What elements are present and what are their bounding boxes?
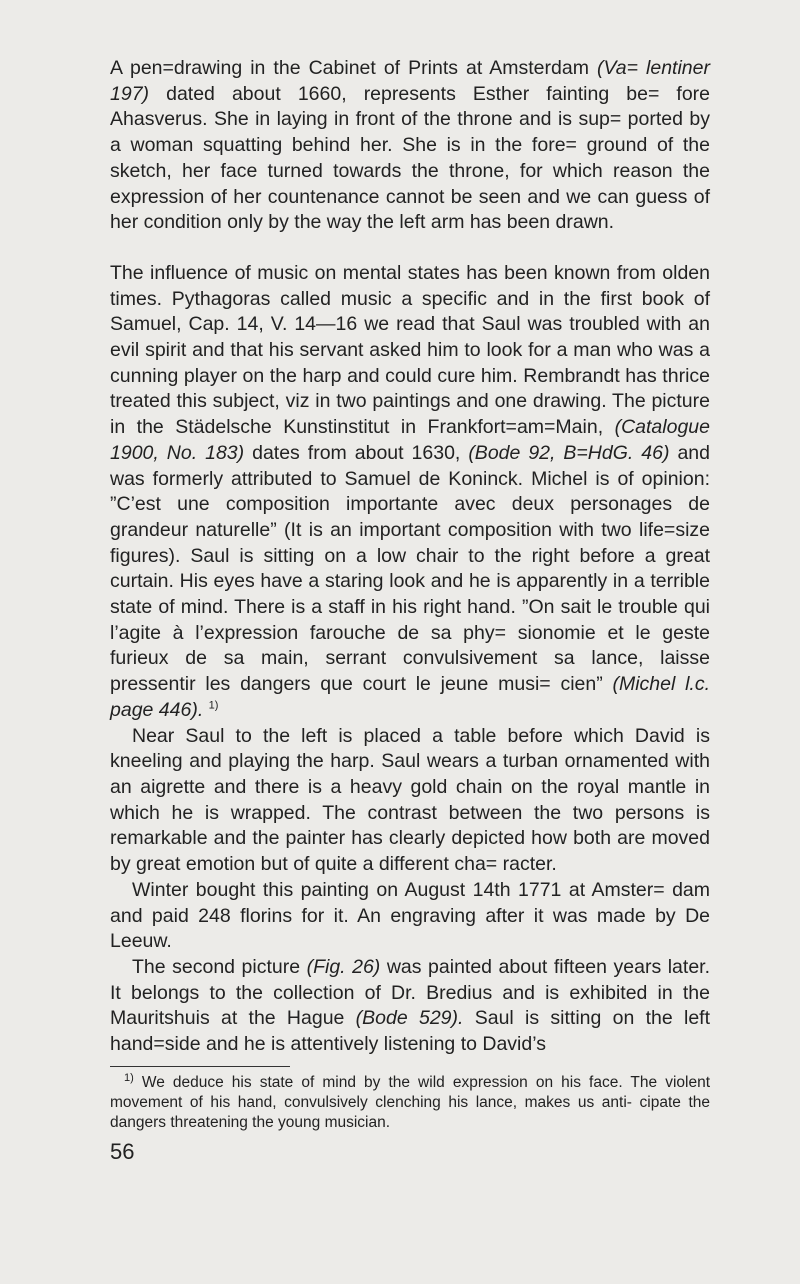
text-run: was painted about fifteen years later. It belongs to the collection of Dr. Bredius and is exhibited in the Mauritshuis at the Hague — [110, 955, 710, 1030]
footnote-reference: 1) — [208, 699, 219, 712]
footnote-rule — [110, 1066, 290, 1067]
paragraph — [110, 261, 710, 724]
footnote — [110, 1073, 710, 1133]
text-run: A pen=drawing in the Cabinet of Prints at Amsterdam — [110, 57, 597, 79]
text-run: Near Saul to the left is placed a table before which David is kneeling and playing the harp. Saul wears a turban ornamented with an aigrette and there is a heavy gold chain on the royal mantle in which he is wrapped. The contrast between the two persons is remarkable and the painter has clearly depicted how both are moved by great emotion but of quite a different cha= racter. — [110, 724, 710, 876]
citation: (Bode 92, B=HdG. 46) — [468, 441, 670, 464]
body-text — [110, 56, 710, 1058]
paragraph — [110, 955, 710, 1058]
text-run: Saul is sitting on the left hand=side and he is attentively listening to David’s — [110, 1007, 710, 1056]
footnote-marker: 1) — [124, 1071, 134, 1084]
citation: (Bode 529). — [355, 1007, 464, 1030]
text-run: The second picture — [132, 955, 307, 978]
page — [110, 56, 710, 1165]
text-run: and was formerly attributed to Samuel de Koninck. Michel is of opinion: ”C’est une composition importante avec deux personages de grandeur naturelle” (It is an important composition with two life=size figures). Saul is sitting on a low chair to the right before a great curtain. His eyes have a staring look and he is apparently in a terrible state of mind. There is a staff in his right hand. ”On sait le trouble qui l’agite à l’expression farouche de sa phy= sionomie et le geste furieux de sa main, serrant convulsivement sa lance, laisse pressentir les dangers que court le jeune musi= cien” — [110, 441, 710, 696]
paragraph — [110, 878, 710, 955]
footnote-text: We deduce his state of mind by the wild expression on his face. The violent movement of his hand, convulsively clenching his lance, makes us anti- cipate the dangers threatening the young musician. — [110, 1073, 710, 1131]
text-run: dates from about 1630, — [244, 441, 469, 464]
citation: (Michel l.c. page 446). — [110, 673, 710, 721]
page-number: 56 — [110, 1138, 135, 1164]
citation: (Fig. 26) — [306, 955, 381, 978]
text-run: The influence of music on mental states has been known from olden times. Pythagoras called music a specific and in the first book of Samuel, Cap. 14, V. 14—16 we read that Saul was troubled with an evil spirit and that his servant asked him to look for a man who was a cunning player on the harp and could cure him. Rembrandt has thrice treated this subject, viz in two paintings and one drawing. The picture in the Städelsche Kunstinstitut in Frankfort=am=Main, — [110, 261, 710, 439]
paragraph — [110, 56, 710, 236]
text-run: Winter bought this painting on August 14th 1771 at Amster= dam and paid 248 florins for it. An engraving after it was made by De Leeuw. — [110, 878, 710, 953]
citation: (Catalogue 1900, No. 183) — [110, 416, 710, 464]
text-run: dated about 1660, represents Esther fainting be= fore Ahasverus. She in laying in front of the throne and is sup= ported by a woman squatting behind her. She is in the fore= ground of the sketch, her face turned towards the throne, for which reason the expression of her countenance cannot be seen and we can guess of her condition only by the way the left arm has been drawn. — [110, 82, 710, 234]
citation: (Va= lentiner 197) — [110, 57, 710, 105]
paragraph — [110, 724, 710, 878]
